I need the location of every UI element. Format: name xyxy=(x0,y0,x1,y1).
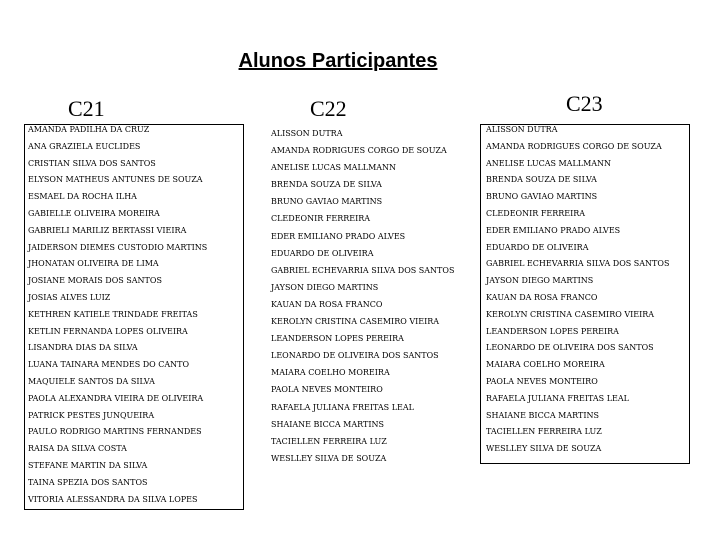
student-name: KEROLYN CRISTINA CASEMIRO VIEIRA xyxy=(486,309,655,319)
student-name: BRUNO GAVIÃO MARTINS xyxy=(271,197,383,207)
student-name: SHAIANE BICCA MARTINS xyxy=(486,410,599,420)
student-name: LEANDERSON LOPES PEREIRA xyxy=(486,326,619,336)
student-name: PAOLA NEVES MONTEIRO xyxy=(486,376,598,386)
student-name: ALISSON DUTRA xyxy=(271,129,343,138)
student-name: VITÓRIA ALESSANDRA DA SILVA LOPES xyxy=(28,494,198,504)
student-name: TACIELLEN FERREIRA LUZ xyxy=(486,427,602,437)
student-name: CRISTIAN SILVA DOS SANTOS xyxy=(28,158,156,168)
student-name: BRENDA SOUZA DE SILVA xyxy=(486,175,597,185)
student-name: CLEDEONIR FERREIRA xyxy=(486,208,586,218)
student-name: RAFAELA JULIANA FREITAS LEAL xyxy=(486,393,629,403)
student-name: KAUAN DA ROSA FRANCO xyxy=(271,299,383,309)
student-name: AMANDA RODRIGUES CORGO DE SOUZA xyxy=(271,146,447,156)
student-name: KAUAN DA ROSA FRANCO xyxy=(486,292,598,302)
student-name: RAFAELA JULIANA FREITAS LEAL xyxy=(271,402,414,412)
student-name: LUANA TAINARA MENDES DO CANTO xyxy=(28,360,190,370)
student-name: LISANDRA DIAS DA SILVA xyxy=(28,343,138,353)
student-name: BRUNO GAVIÃO MARTINS xyxy=(486,192,598,202)
student-name: CLEDEONIR FERREIRA xyxy=(271,214,371,224)
student-name: WESLLEY SILVA DE SOUZA xyxy=(486,444,602,454)
student-name: EDER EMILIANO PRADO ALVES xyxy=(271,231,406,241)
student-name: TAINÃ SPEZIA DOS SANTOS xyxy=(28,477,148,487)
class-heading-c21: C21 xyxy=(68,96,105,121)
student-name: EDER EMILIANO PRADO ALVES xyxy=(486,225,621,235)
student-name: AMANDA RODRIGUES CORGO DE SOUZA xyxy=(486,141,662,151)
student-name: JHONATAN OLIVEIRA DE LIMA xyxy=(28,259,159,269)
student-name: ANELISE LUCAS MALLMANN xyxy=(486,158,612,168)
student-name: KETLIN FERNANDA LOPES OLIVEIRA xyxy=(28,326,188,336)
student-name: PAULO RODRIGO MARTINS FERNANDES xyxy=(28,427,202,437)
student-name: GABRIELI MARILIZ BERTASSI VIEIRA xyxy=(28,225,187,235)
student-name: MAQUIELE SANTOS DA SILVA xyxy=(28,376,155,386)
student-list-c21 xyxy=(24,124,244,510)
student-name: JAYSON DIEGO MARTINS xyxy=(486,276,594,286)
page-title: Alunos Participantes xyxy=(238,50,438,72)
student-name: GABRIEL ECHEVARRIA SILVA DOS SANTOS xyxy=(271,265,455,275)
student-list-c23 xyxy=(480,124,690,464)
student-name: LEONARDO DE OLIVEIRA DOS SANTOS xyxy=(486,343,654,353)
student-name: ESMAEL DA ROCHA ILHA xyxy=(28,192,137,202)
student-name: BRENDA SOUZA DE SILVA xyxy=(271,180,382,190)
student-name: ANELISE LUCAS MALLMANN xyxy=(271,163,397,173)
student-name: KEROLYN CRISTINA CASEMIRO VIEIRA xyxy=(271,317,440,327)
class-heading-c23: C23 xyxy=(566,91,603,116)
student-name: JAIDERSON DIEMES CUSTODIO MARTINS xyxy=(28,242,208,252)
student-name: MAIARA COELHO MOREIRA xyxy=(271,368,390,378)
student-list-c22 xyxy=(266,129,466,471)
student-name: GABIELLE OLIVEIRA MOREIRA xyxy=(28,208,160,218)
student-name: WESLLEY SILVA DE SOUZA xyxy=(271,453,387,463)
student-name: MAIARA COELHO MOREIRA xyxy=(486,360,605,370)
class-heading-c22: C22 xyxy=(310,96,347,121)
student-name: ELYSON MATHEUS ANTUNES DE SOUZA xyxy=(28,175,203,185)
student-name: ANA GRAZIELA EUCLIDES xyxy=(28,141,141,151)
student-name: RAISA DA SILVA COSTA xyxy=(28,444,127,454)
student-name: AMANDA PADILHA DA CRUZ xyxy=(28,125,150,134)
student-name: SHAIANE BICCA MARTINS xyxy=(271,419,384,429)
student-name: PAOLA ALEXANDRA VIEIRA DE OLIVEIRA xyxy=(28,393,204,403)
student-name: PATRICK PESTES JUNQUEIRA xyxy=(28,410,155,420)
student-name: GABRIEL ECHEVARRIA SILVA DOS SANTOS xyxy=(486,259,670,269)
student-name: EDUARDO DE OLIVEIRA xyxy=(271,248,374,258)
student-name: PAOLA NEVES MONTEIRO xyxy=(271,385,383,395)
student-name: JAYSON DIEGO MARTINS xyxy=(271,282,379,292)
student-name: LEANDERSON LOPES PEREIRA xyxy=(271,334,404,344)
student-name: EDUARDO DE OLIVEIRA xyxy=(486,242,589,252)
student-name: KETHREN KATIELE TRINDADE FREITAS xyxy=(28,309,198,319)
student-name: JOSIAS ALVES LUIZ xyxy=(28,292,111,302)
student-name: TACIELLEN FERREIRA LUZ xyxy=(271,436,387,446)
student-name: LEONARDO DE OLIVEIRA DOS SANTOS xyxy=(271,351,439,361)
student-name: ALISSON DUTRA xyxy=(486,125,558,134)
student-name: STEFANE MARTIN DA SILVA xyxy=(28,460,148,470)
student-name: JOSIANE MORAIS DOS SANTOS xyxy=(28,276,162,286)
